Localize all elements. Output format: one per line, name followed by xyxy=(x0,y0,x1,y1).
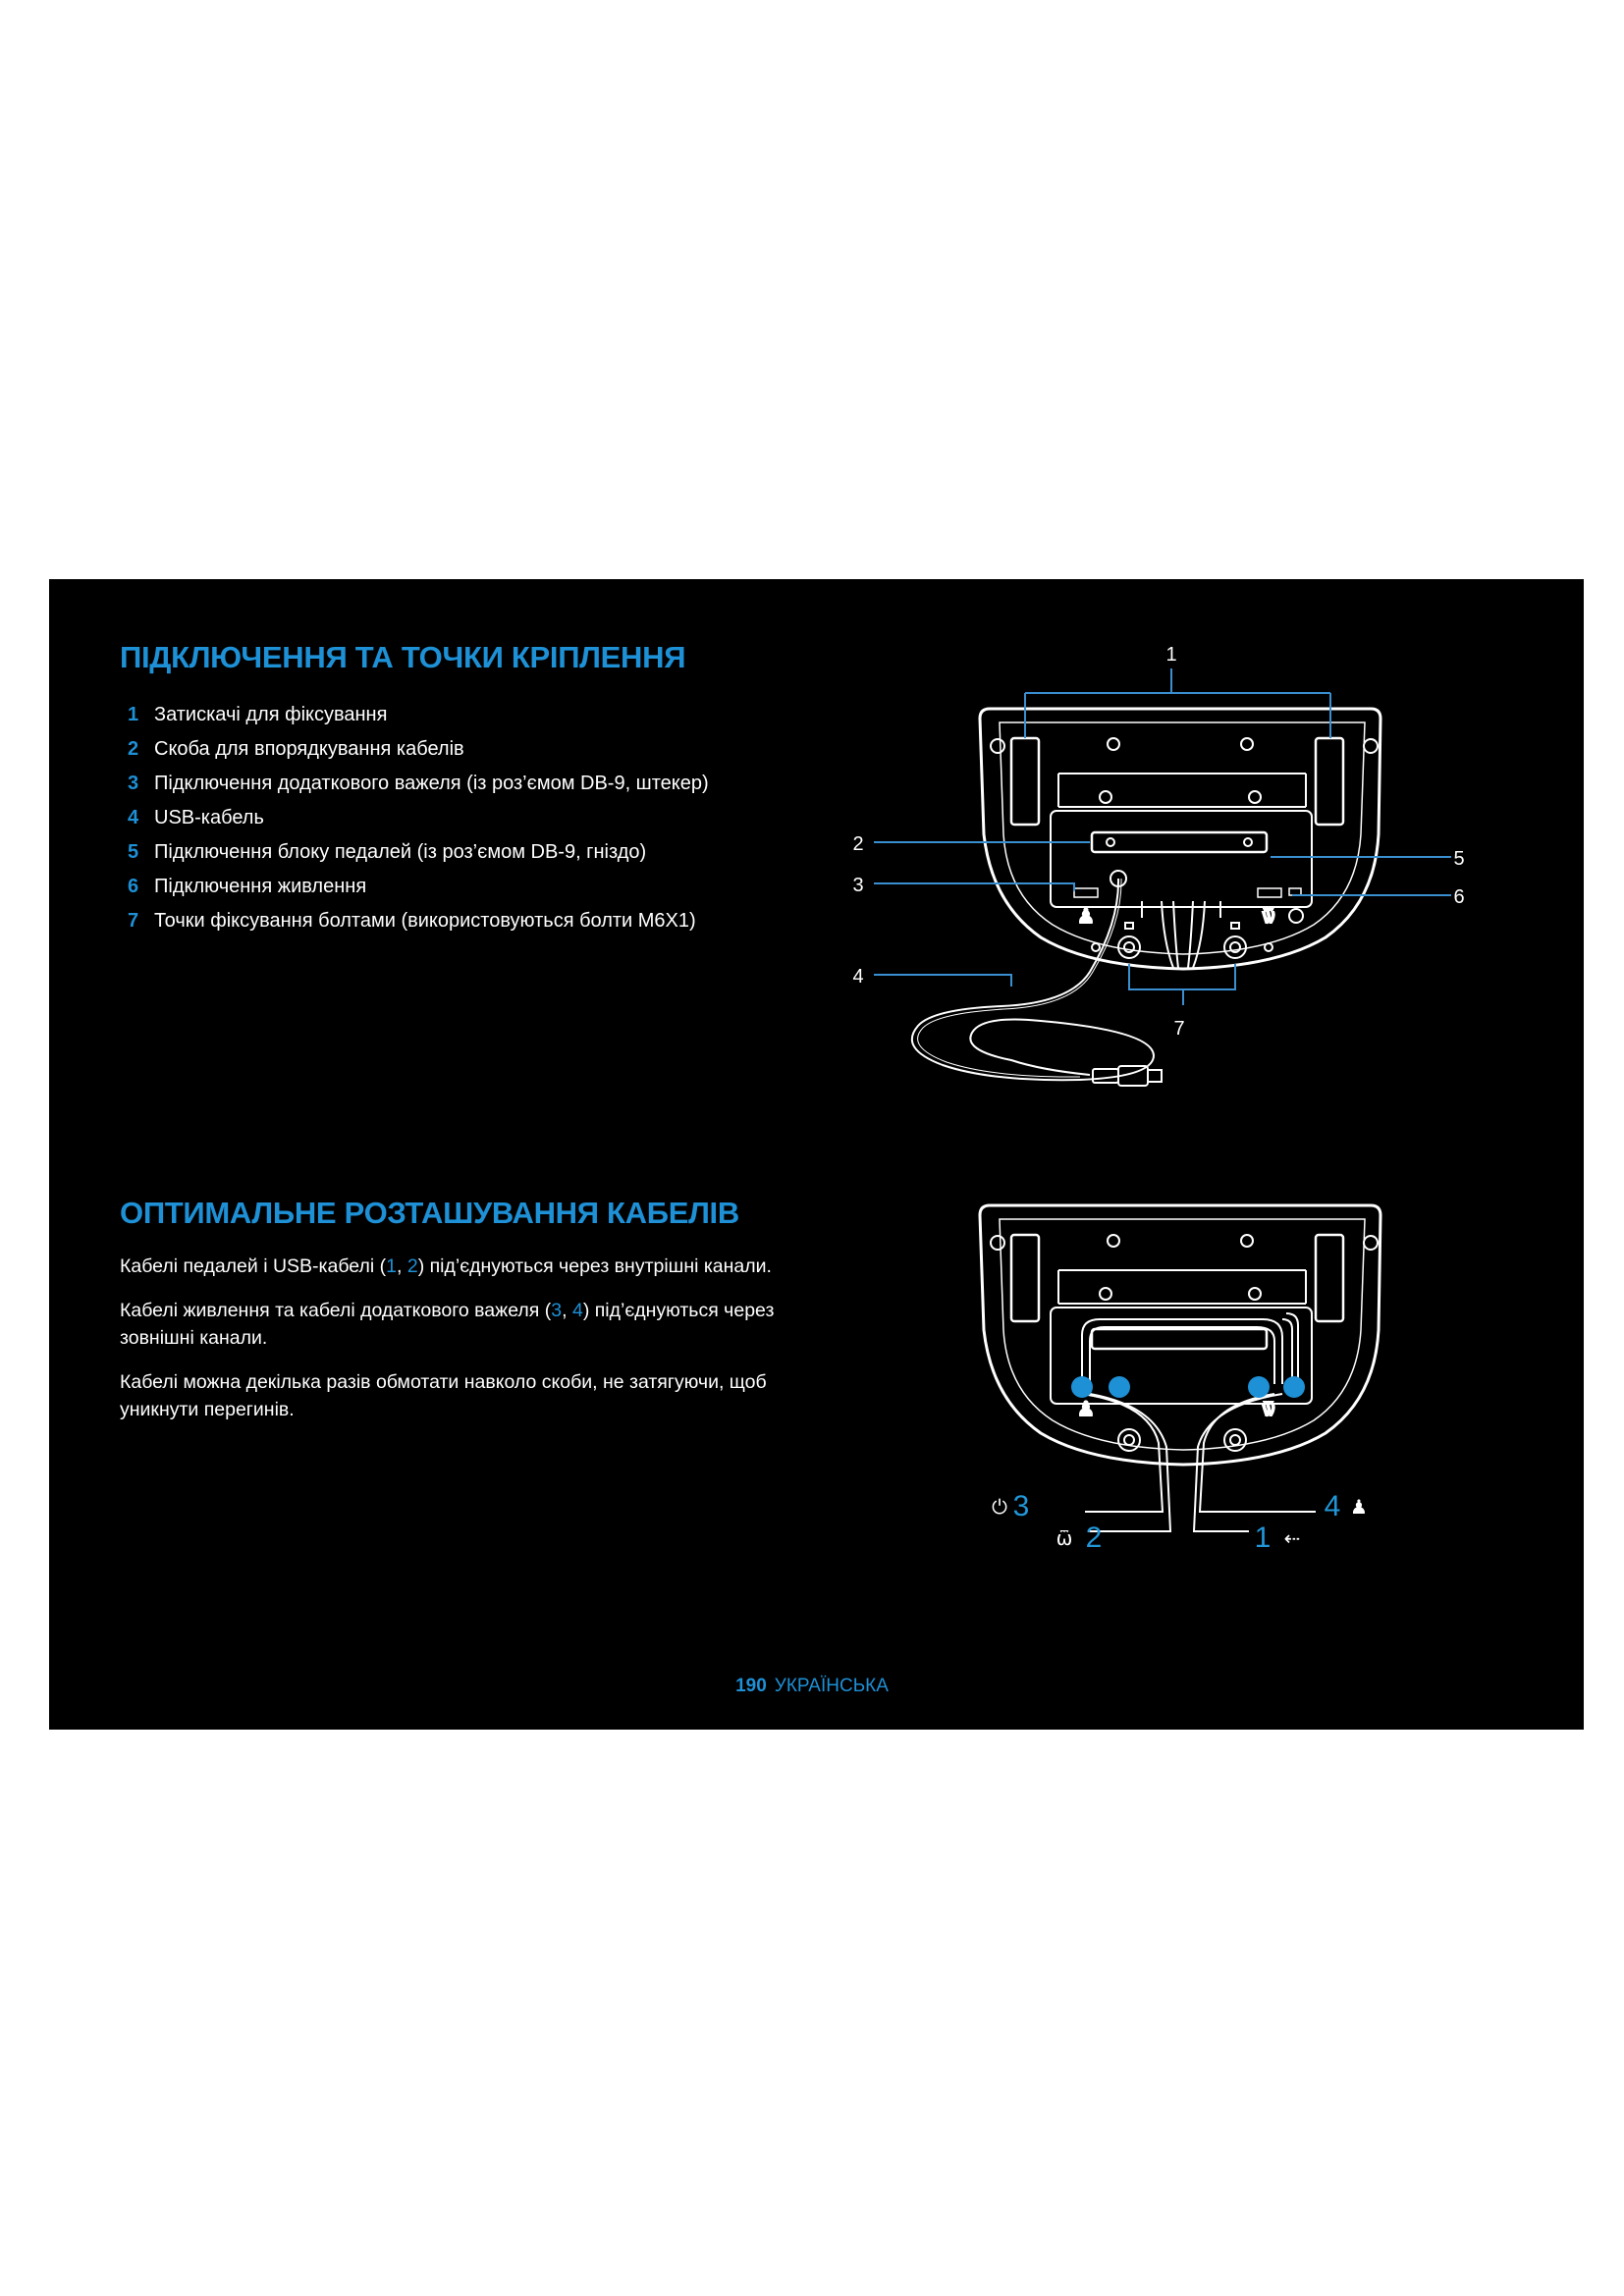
list-item: 6 Підключення живлення xyxy=(128,876,367,897)
svg-text:1: 1 xyxy=(1165,644,1177,666)
svg-text:3: 3 xyxy=(852,875,864,896)
svg-text:♟: ♟ xyxy=(1077,906,1095,928)
callout-lines-1 xyxy=(874,668,1451,1005)
svg-text:7: 7 xyxy=(1173,1018,1185,1040)
power-icon: ⏻ xyxy=(992,1495,1007,1519)
list-item: 2 Скоба для впорядкування кабелів xyxy=(128,738,464,760)
page-number: 190 xyxy=(735,1676,767,1696)
list-item: 4 USB-кабель xyxy=(128,807,264,828)
list-item: 3 Підключення додаткового важеля (із роз’ємом DB-9, штекер) xyxy=(128,773,709,794)
svg-text:5: 5 xyxy=(1453,848,1465,870)
svg-text:4: 4 xyxy=(1324,1490,1341,1522)
base-diagram-connections xyxy=(912,709,1380,1086)
list-item: 5 Підключення блоку педалей (із роз’ємом DB-9, гніздо) xyxy=(128,841,647,863)
page-footer xyxy=(0,1676,1624,1697)
cable-route-labels xyxy=(992,1490,1368,1554)
section-title-cable-routing: ОПТИМАЛЬНЕ РОЗТАШУВАННЯ КАБЕЛІВ xyxy=(120,1196,739,1230)
usb-icon: ⇠ xyxy=(1283,1526,1301,1550)
svg-text:2: 2 xyxy=(1085,1522,1103,1554)
routing-paragraph-3: Кабелі можна декілька разів обмотати навколо скоби, не затягуючи, щоб уникнути перегинів. xyxy=(120,1371,767,1420)
list-item: 1 Затискачі для фіксування xyxy=(128,704,388,725)
svg-text:1: 1 xyxy=(1254,1522,1272,1554)
svg-text:4: 4 xyxy=(852,966,864,988)
language-label: УКРАЇНСЬКА xyxy=(774,1676,889,1696)
shifter-icon: ♟ xyxy=(1350,1495,1368,1519)
svg-text:3: 3 xyxy=(1012,1490,1030,1522)
list-item: 7 Точки фіксування болтами (використовуються болти M6X1) xyxy=(128,910,696,932)
svg-text:ѿ: ѿ xyxy=(1262,1399,1275,1420)
svg-text:ѿ: ѿ xyxy=(1262,906,1275,928)
svg-text:6: 6 xyxy=(1453,886,1465,908)
svg-text:♟: ♟ xyxy=(1077,1399,1095,1420)
routing-paragraph-1: Кабелі педалей і USB-кабелі (1, 2) під’єднуються через внутрішні канали. xyxy=(120,1255,772,1277)
pedals-icon: ѿ xyxy=(1056,1526,1073,1550)
section-title-connections: ПІДКЛЮЧЕННЯ ТА ТОЧКИ КРІПЛЕННЯ xyxy=(120,640,686,674)
svg-text:2: 2 xyxy=(852,833,864,855)
routing-paragraph-2: Кабелі живлення та кабелі додаткового важеля (3, 4) під’єднуються через зовнішні канали. xyxy=(120,1300,775,1349)
base-diagram-cable-routing xyxy=(980,1205,1380,1531)
